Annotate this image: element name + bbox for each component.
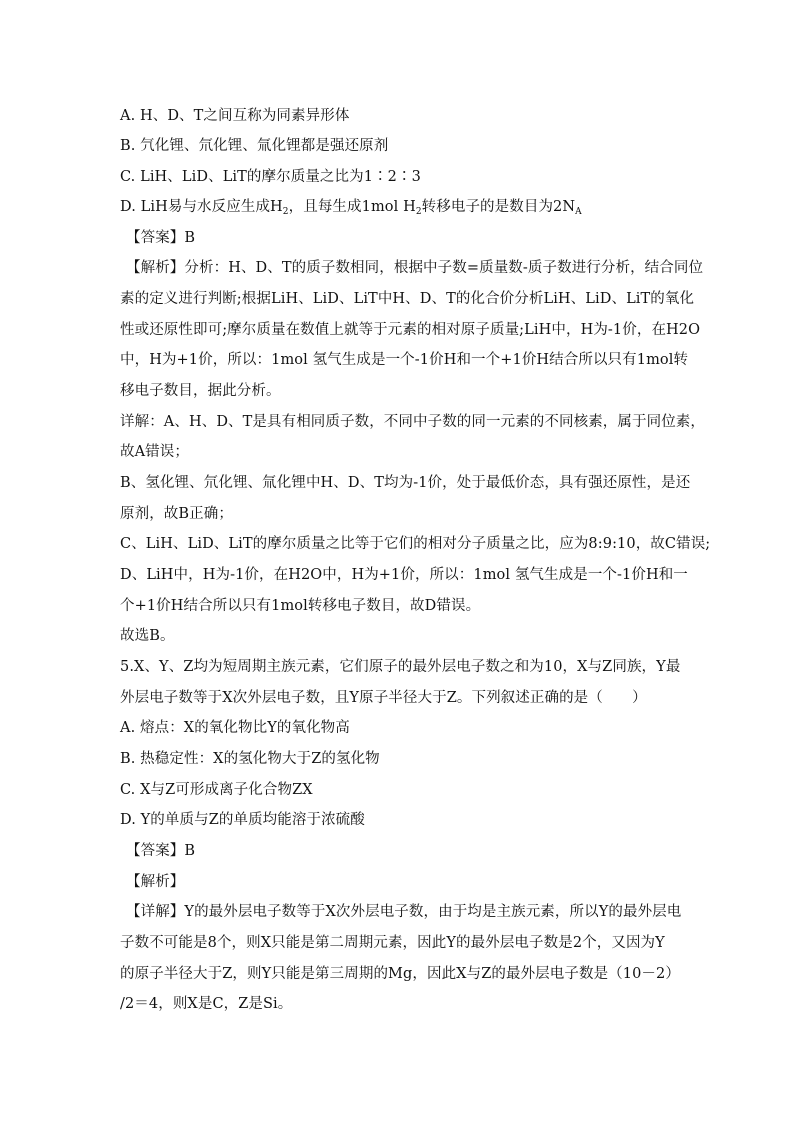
q5-detail-line-1: 【详解】Y的最外层电子数等于X次外层电子数，由于均是主族元素，所以Y的最外层电 (126, 904, 682, 920)
q4-option-d (120, 195, 680, 216)
q5-stem-line-1: 5.X、Y、Z均为短周期主族元素，它们原子的最外层电子数之和为10，X与Z同族，Y最 (120, 659, 681, 675)
q4-analysis-line-12: 个+1价H结合所以只有1mol转移电子数目，故D错误。 (120, 598, 481, 614)
q4-analysis-line-6: 详解：A、H、D、T是具有相同质子数，不同中子数的同一元素的不同核素，属于同位素， (120, 414, 706, 430)
q4-option-d-text-1: D. LiH易与水反应生成H (120, 199, 283, 215)
q4-analysis-line-7: 故A错误； (120, 444, 189, 460)
q5-stem-line-2: 外层电子数等于X次外层电子数，且Y原子半径大于Z。下列叙述正确的是（ ） (120, 690, 647, 706)
q4-analysis-line-11: D、LiH中，H为-1价，在H2O中，H为+1价，所以：1mol 氢气生成是一个-1价H和一 (120, 567, 688, 583)
q4-analysis-line-2: 素的定义进行判断;根据LiH、LiD、LiT中H、D、T的化合价分析LiH、LiD、LiT的氧化 (120, 291, 695, 307)
q5-option-d: D. Y的单质与Z的单质均能溶于浓硫酸 (120, 812, 365, 828)
q4-option-d-sub-1: 2 (282, 207, 289, 217)
q4-analysis-line-4: 中，H为+1价，所以：1mol 氢气生成是一个-1价H和一个+1价H结合所以只有1mol转 (120, 352, 689, 368)
q4-option-d-sub-3: A (575, 207, 582, 217)
q4-option-d-text-2: ，且每生成1mol H (288, 199, 416, 215)
q4-analysis-line-10: C、LiH、LiD、LiT的摩尔质量之比等于它们的相对分子质量之比，应为8:9:10，故C错误; (120, 536, 711, 552)
q5-answer: 【答案】B (126, 843, 196, 859)
q5-analysis-heading: 【解析】 (126, 874, 185, 890)
q4-answer: 【答案】B (126, 230, 196, 246)
q4-option-c: C. LiH、LiD、LiT的摩尔质量之比为1∶2∶3 (120, 169, 421, 185)
q4-analysis-line-1: 【解析】分析：H、D、T的质子数相同，根据中子数=质量数-质子数进行分析，结合同位 (126, 260, 704, 276)
q5-option-a: A. 熔点：X的氧化物比Y的氧化物高 (120, 720, 350, 736)
q4-analysis-line-9: 原剂，故B正确； (120, 506, 233, 522)
q4-option-a: A. H、D、T之间互称为同素异形体 (120, 108, 350, 124)
q5-option-b: B. 热稳定性：X的氢化物大于Z的氢化物 (120, 751, 380, 767)
q5-detail-line-4: /2＝4，则X是C，Z是Si。 (120, 996, 293, 1012)
q5-detail-line-3: 的原子半径大于Z，则Y只能是第三周期的Mg，因此X与Z的最外层电子数是（10－2） (120, 966, 680, 982)
q5-option-c: C. X与Z可形成离子化合物ZX (120, 782, 313, 798)
q4-analysis-line-13: 故选B。 (120, 628, 175, 644)
q4-analysis-line-3: 性或还原性即可;摩尔质量在数值上就等于元素的相对原子质量;LiH中，H为-1价，在H2O (120, 322, 701, 338)
q4-analysis-line-5: 移电子数目，据此分析。 (120, 383, 281, 399)
q4-option-d-sub-2: 2 (415, 207, 422, 217)
q5-detail-line-2: 子数不可能是8个，则X只能是第二周期元素，因此Y的最外层电子数是2个，又因为Y (120, 935, 665, 951)
q4-option-b: B. 氕化锂、氘化锂、氚化锂都是强还原剂 (120, 138, 389, 154)
q4-option-d-text-3: 转移电子的是数目为2N (421, 199, 576, 215)
q4-analysis-line-8: B、氢化锂、氘化锂、氚化锂中H、D、T均为-1价，处于最低价态，具有强还原性，是还 (120, 475, 691, 491)
